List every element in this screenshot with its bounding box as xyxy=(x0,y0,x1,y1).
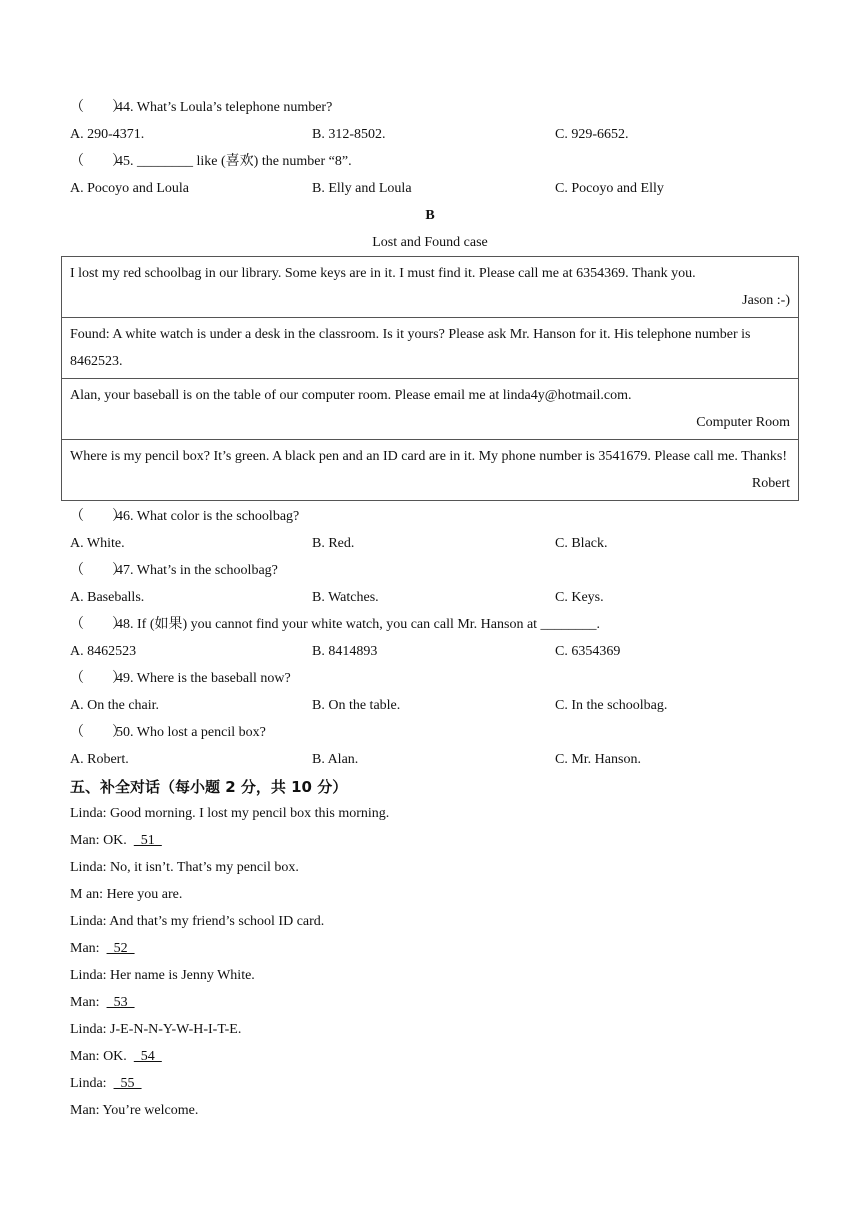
question-text: 48. If (如果) you cannot find your white watch, you can call Mr. Hanson at ________. xyxy=(116,617,601,632)
dialogue-line xyxy=(70,994,135,1012)
question-48-options xyxy=(70,643,790,661)
question-text: 47. What’s in the schoolbag? xyxy=(116,563,278,578)
dialogue-text: OK. xyxy=(103,1049,134,1064)
section-b-letter: B xyxy=(425,208,435,223)
option-b: B. Red. xyxy=(312,536,355,551)
notice-cell xyxy=(62,257,799,318)
speaker: M an: xyxy=(70,887,107,902)
dialogue-text: Good morning. I lost my pencil box this morning. xyxy=(110,806,390,821)
question-44 xyxy=(70,99,332,117)
question-text: 46. What color is the schoolbag? xyxy=(116,509,300,524)
question-text: 50. Who lost a pencil box? xyxy=(116,725,266,740)
question-text: 49. Where is the baseball now? xyxy=(116,671,291,686)
notice-row xyxy=(62,379,799,440)
dialogue-line xyxy=(70,967,255,985)
notice-row xyxy=(62,440,799,501)
answer-paren: （ ） xyxy=(70,509,126,524)
question-48 xyxy=(70,616,600,634)
dialogue-line xyxy=(70,886,182,904)
section-b-title: Lost and Found case xyxy=(372,235,488,250)
option-c: C. 929-6652. xyxy=(555,127,629,142)
option-a: A. White. xyxy=(70,536,125,551)
speaker: Man: xyxy=(70,1103,103,1118)
question-49 xyxy=(70,670,291,688)
speaker: Linda: xyxy=(70,1022,111,1037)
option-c: C. Mr. Hanson. xyxy=(555,752,641,767)
answer-paren: （ ） xyxy=(70,154,126,169)
dialogue-text: You’re welcome. xyxy=(102,1103,199,1118)
question-50 xyxy=(70,724,266,742)
notice-text: Where is my pencil box? It’s green. A black pen and an ID card are in it. My phone number is 3541679. Please call me. Thanks! xyxy=(70,449,788,464)
option-a: A. 290-4371. xyxy=(70,127,145,142)
dialogue-line xyxy=(70,805,389,823)
question-49-options xyxy=(70,697,790,715)
answer-paren: （ ） xyxy=(70,563,126,578)
speaker: Man: xyxy=(70,995,104,1010)
question-46-options xyxy=(70,535,790,553)
notice-signature: Computer Room xyxy=(696,415,790,430)
option-a: A. On the chair. xyxy=(70,698,160,713)
speaker: Man: xyxy=(70,833,104,848)
question-47 xyxy=(70,562,278,580)
notice-signature: Jason :-) xyxy=(742,293,790,308)
option-c: C. 6354369 xyxy=(555,644,621,659)
blank-52: 52 xyxy=(106,941,135,956)
option-a: A. 8462523 xyxy=(70,644,137,659)
option-c: C. Black. xyxy=(555,536,608,551)
option-b: B. Alan. xyxy=(312,752,359,767)
question-text: 44. What’s Loula’s telephone number? xyxy=(116,100,333,115)
answer-paren: （ ） xyxy=(70,100,126,115)
blank-54: 54 xyxy=(133,1049,162,1064)
section-5-heading: 五、补全对话（每小题 2 分，共 10 分） xyxy=(70,778,348,796)
answer-paren: （ ） xyxy=(70,617,126,632)
dialogue-text: And that’s my friend’s school ID card. xyxy=(109,914,325,929)
dialogue-text: Here you are. xyxy=(106,887,183,902)
dialogue-text: No, it isn’t. That’s my pencil box. xyxy=(110,860,299,875)
option-a: A. Baseballs. xyxy=(70,590,145,605)
notice-cell xyxy=(62,440,799,501)
notice-row xyxy=(62,257,799,318)
lost-and-found-table xyxy=(61,256,799,501)
dialogue-text: J-E-N-N-Y-W-H-I-T-E. xyxy=(110,1022,242,1037)
speaker: Man: xyxy=(70,941,104,956)
dialogue-line xyxy=(70,913,324,931)
question-47-options xyxy=(70,589,790,607)
speaker: Linda: xyxy=(70,806,111,821)
option-b: B. 8414893 xyxy=(312,644,378,659)
speaker: Linda: xyxy=(70,914,110,929)
question-44-options xyxy=(70,126,790,144)
option-b: B. Watches. xyxy=(312,590,379,605)
notice-text: I lost my red schoolbag in our library. Some keys are in it. I must find it. Please call me at 6354369. Thank you. xyxy=(70,266,696,281)
dialogue-line xyxy=(70,940,135,958)
dialogue-line xyxy=(70,859,299,877)
option-b: B. Elly and Loula xyxy=(312,181,412,196)
option-b: B. 312-8502. xyxy=(312,127,386,142)
answer-paren: （ ） xyxy=(70,671,126,686)
notice-row xyxy=(62,318,799,379)
notice-text: Found: A white watch is under a desk in the classroom. Is it yours? Please ask Mr. Hanson for it. His telephone number is 8462523. xyxy=(70,327,751,369)
speaker: Linda: xyxy=(70,968,111,983)
dialogue-line xyxy=(70,1102,198,1120)
speaker: Man: xyxy=(70,1049,104,1064)
option-a: A. Pocoyo and Loula xyxy=(70,181,189,196)
dialogue-line xyxy=(70,1048,162,1066)
blank-53: 53 xyxy=(106,995,135,1010)
blank-55: 55 xyxy=(113,1076,142,1091)
option-c: C. Pocoyo and Elly xyxy=(555,181,664,196)
speaker: Linda: xyxy=(70,1076,111,1091)
notice-text: Alan, your baseball is on the table of our computer room. Please email me at linda4y@hotmail.com. xyxy=(70,388,632,403)
notice-cell xyxy=(62,318,799,379)
option-c: C. Keys. xyxy=(555,590,604,605)
question-50-options xyxy=(70,751,790,769)
dialogue-line xyxy=(70,1021,241,1039)
dialogue-text: Her name is Jenny White. xyxy=(110,968,255,983)
blank-51: 51 xyxy=(133,833,162,848)
option-a: A. Robert. xyxy=(70,752,129,767)
answer-paren: （ ） xyxy=(70,725,126,740)
speaker: Linda: xyxy=(70,860,111,875)
option-c: C. In the schoolbag. xyxy=(555,698,668,713)
question-45 xyxy=(70,153,352,171)
notice-cell xyxy=(62,379,799,440)
dialogue-line xyxy=(70,1075,142,1093)
dialogue-line xyxy=(70,832,162,850)
question-46 xyxy=(70,508,299,526)
option-b: B. On the table. xyxy=(312,698,401,713)
dialogue-text: OK. xyxy=(103,833,134,848)
notice-signature: Robert xyxy=(751,476,790,491)
question-text: 45. ________ like (喜欢) the number “8”. xyxy=(116,154,352,169)
question-45-options xyxy=(70,180,790,198)
